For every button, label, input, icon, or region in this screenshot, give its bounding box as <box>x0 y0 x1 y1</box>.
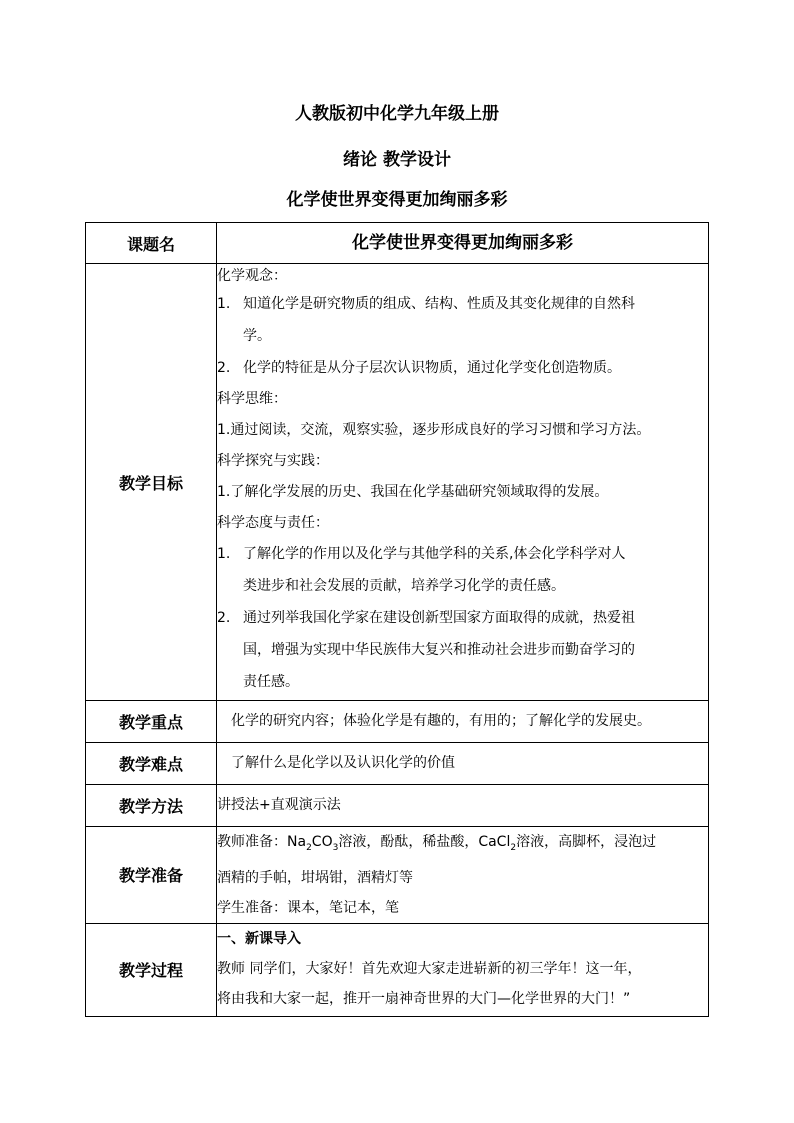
goals-item <box>217 602 708 698</box>
goals-item-text: 责任感。 <box>243 674 299 690</box>
prep-label: 教学准备 <box>86 827 217 924</box>
document-titles <box>0 100 794 226</box>
goals-item-number: 1. <box>217 296 231 312</box>
goals-content <box>217 264 709 701</box>
table-row-difficulty <box>86 743 709 785</box>
prep-content <box>217 827 709 924</box>
goals-heading-attitude: 科学态度与责任： <box>217 515 329 531</box>
goals-item <box>217 288 708 352</box>
goals-item <box>217 538 708 602</box>
document-subtitle: 绪论 教学设计 <box>343 150 451 170</box>
goals-heading-thinking: 科学思维： <box>217 391 287 407</box>
goals-item-text: 1.通过阅读，交流，观察实验，逐步形成良好的学习习惯和学习方法。 <box>217 422 651 438</box>
table-row-goals <box>86 264 709 701</box>
process-label: 教学过程 <box>86 923 217 1016</box>
process-text: 教师 同学们，大家好！首先欢迎大家走进崭新的初三学年！这一年， <box>217 960 642 977</box>
goals-item-number: 2. <box>217 360 231 376</box>
difficulty-label: 教学难点 <box>86 743 217 785</box>
process-text: 将由我和大家一起，推开一扇神奇世界的大门—化学世界的大门！” <box>217 990 631 1007</box>
student-prep: 学生准备：课本，笔记本，笔 <box>217 899 399 916</box>
goals-item-number: 1. <box>217 546 231 562</box>
process-content <box>217 923 709 1016</box>
table-row-process <box>86 923 709 1016</box>
key-points-label: 教学重点 <box>86 701 217 743</box>
teacher-prep: 教师准备：$Na_2CO_3$溶液，酚酞，稀盐酸，CaCl$_2$溶液，高脚杯，浸泡过 <box>217 834 657 853</box>
goals-item-text: 化学的特征是从分子层次认识物质，通过化学变化创造物质。 <box>243 360 621 376</box>
goals-item-text: 了解化学的作用以及化学与其他学科的关系,体会化学科学对人 <box>243 546 626 562</box>
method-label: 教学方法 <box>86 785 217 827</box>
goals-heading-concept: 化学观念： <box>217 268 287 284</box>
table-row-prep <box>86 827 709 924</box>
teacher-prep-continued: 酒精的手帕，坩埚钳，酒精灯等 <box>217 869 413 886</box>
goals-label: 教学目标 <box>86 264 217 701</box>
table-row-key-points <box>86 701 709 743</box>
lesson-title: 化学使世界变得更加绚丽多彩 <box>286 190 508 210</box>
difficulty-value: 了解什么是化学以及认识化学的价值 <box>217 743 709 785</box>
goals-item-text: 知道化学是研究物质的组成、结构、性质及其变化规律的自然科 <box>243 296 635 312</box>
document-title: 人教版初中化学九年级上册 <box>295 104 499 124</box>
goals-item-text: 学。 <box>243 328 271 344</box>
table-row-method <box>86 785 709 827</box>
topic-label: 课题名 <box>86 223 217 264</box>
goals-item-text: 通过列举我国化学家在建设创新型国家方面取得的成就，热爱祖 <box>243 610 635 626</box>
goals-item-text: 类进步和社会发展的贡献，培养学习化学的责任感。 <box>243 578 565 594</box>
process-heading: 一、新课导入 <box>217 930 301 947</box>
goals-heading-inquiry: 科学探究与实践： <box>217 453 329 469</box>
method-value: 讲授法+直观演示法 <box>217 785 709 827</box>
key-points-value: 化学的研究内容；体验化学是有趣的，有用的；了解化学的发展史。 <box>217 701 709 743</box>
lesson-plan-table <box>85 222 709 1017</box>
goals-item <box>217 352 708 384</box>
goals-item-text: 1.了解化学发展的历史、我国在化学基础研究领域取得的发展。 <box>217 484 609 500</box>
table-row-topic <box>86 223 709 264</box>
goals-item-text: 国，增强为实现中华民族伟大复兴和推动社会进步而勤奋学习的 <box>243 642 635 658</box>
goals-item-number: 2. <box>217 610 231 626</box>
topic-value: 化学使世界变得更加绚丽多彩 <box>217 223 709 264</box>
